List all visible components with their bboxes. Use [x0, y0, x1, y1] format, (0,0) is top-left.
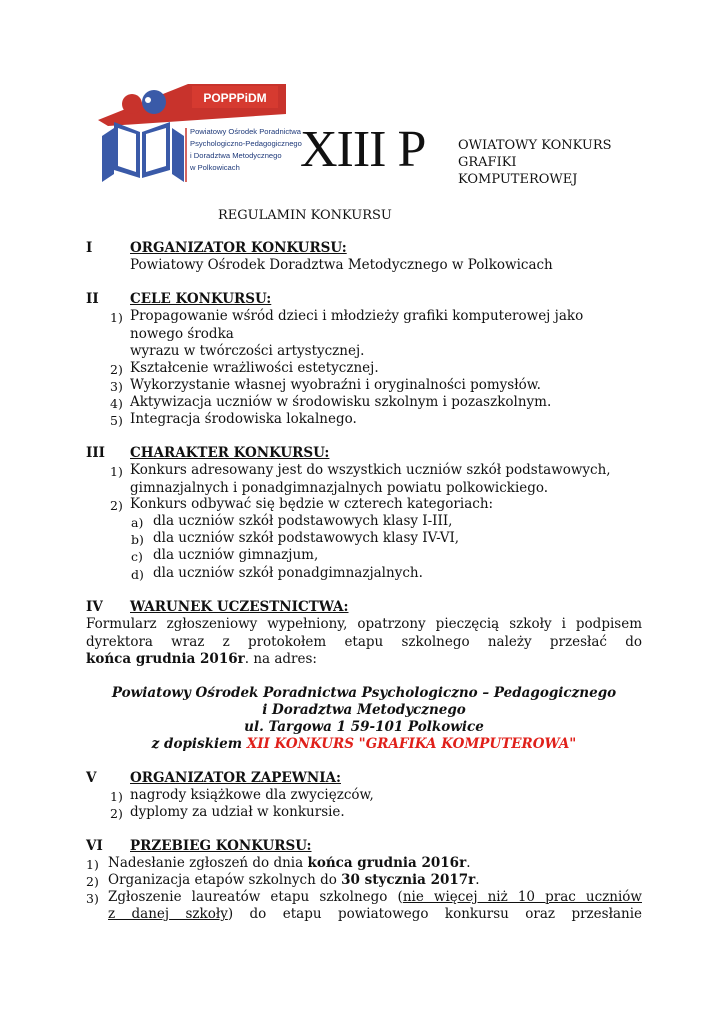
address-note: z dopiskiem XII KONKURS "GRAFIKA KOMPUTEROWA" [151, 736, 577, 752]
contest-subtitle: OWIATOWY KONKURS GRAFIKI KOMPUTEROWEJ [458, 138, 612, 187]
logo-line: i Doradztwa Metodycznego [190, 151, 282, 160]
logo-badge: POPPPiDM [203, 91, 267, 105]
logo-line: w Polkowicach [190, 163, 240, 172]
regulation-title: REGULAMIN KONKURSU [218, 208, 392, 223]
address-line: ul. Targowa 1 59-101 Polkowice [244, 719, 484, 735]
logo-line: Powiatowy Ośrodek Poradnictwa [190, 127, 302, 136]
address-line: i Doradztwa Metodycznego [262, 702, 466, 718]
svg-text:Powiatowy Ośrodek Poradnictwa [189, 127, 302, 172]
address-line: Powiatowy Ośrodek Poradnictwa Psychologiczno – Pedagogicznego [111, 685, 617, 701]
logo-line: Psychologiczno-Pedagogicznego [190, 139, 302, 148]
contest-title: XIII P [300, 121, 426, 178]
logo [88, 78, 302, 186]
